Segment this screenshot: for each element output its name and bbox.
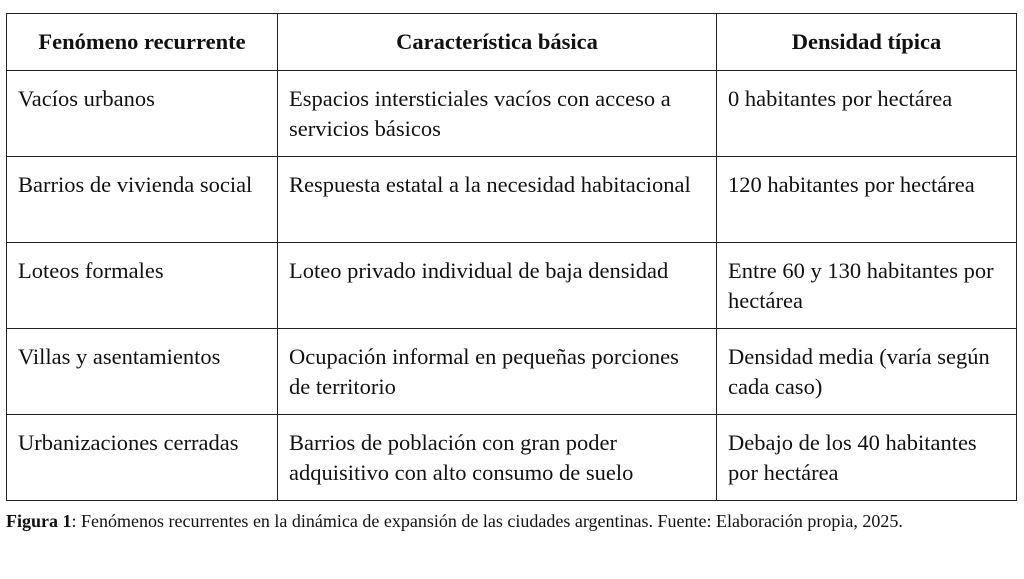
table-row <box>7 415 1017 501</box>
cell-density: 120 habitantes por hectárea <box>717 157 1017 243</box>
cell-characteristic: Espacios intersticiales vacíos con acceso a servicios básicos <box>278 71 717 157</box>
cell-phenomenon: Urbanizaciones cerradas <box>7 415 278 501</box>
table-header-row <box>7 14 1017 71</box>
cell-phenomenon: Villas y asentamientos <box>7 329 278 415</box>
phenomena-table <box>6 13 1017 501</box>
cell-phenomenon: Loteos formales <box>7 243 278 329</box>
table-row <box>7 329 1017 415</box>
caption-label: Figura 1 <box>6 511 72 531</box>
cell-density: Entre 60 y 130 habitantes por hectárea <box>717 243 1017 329</box>
table-row <box>7 243 1017 329</box>
table-row <box>7 157 1017 243</box>
cell-phenomenon: Barrios de vivienda social <box>7 157 278 243</box>
cell-density: Debajo de los 40 habitantes por hectárea <box>717 415 1017 501</box>
header-characteristic: Característica básica <box>278 14 717 71</box>
cell-characteristic: Barrios de población con gran poder adquisitivo con alto consumo de suelo <box>278 415 717 501</box>
cell-characteristic: Loteo privado individual de baja densidad <box>278 243 717 329</box>
cell-phenomenon: Vacíos urbanos <box>7 71 278 157</box>
header-phenomenon: Fenómeno recurrente <box>7 14 278 71</box>
cell-characteristic: Respuesta estatal a la necesidad habitacional <box>278 157 717 243</box>
cell-density: Densidad media (varía según cada caso) <box>717 329 1017 415</box>
table-row <box>7 71 1017 157</box>
cell-characteristic: Ocupación informal en pequeñas porciones de territorio <box>278 329 717 415</box>
cell-density: 0 habitantes por hectárea <box>717 71 1017 157</box>
caption-text: : Fenómenos recurrentes en la dinámica de expansión de las ciudades argentinas. Fuente: Elaboración propia, 2025. <box>71 511 903 531</box>
figure-caption <box>6 505 1018 538</box>
header-density: Densidad típica <box>717 14 1017 71</box>
